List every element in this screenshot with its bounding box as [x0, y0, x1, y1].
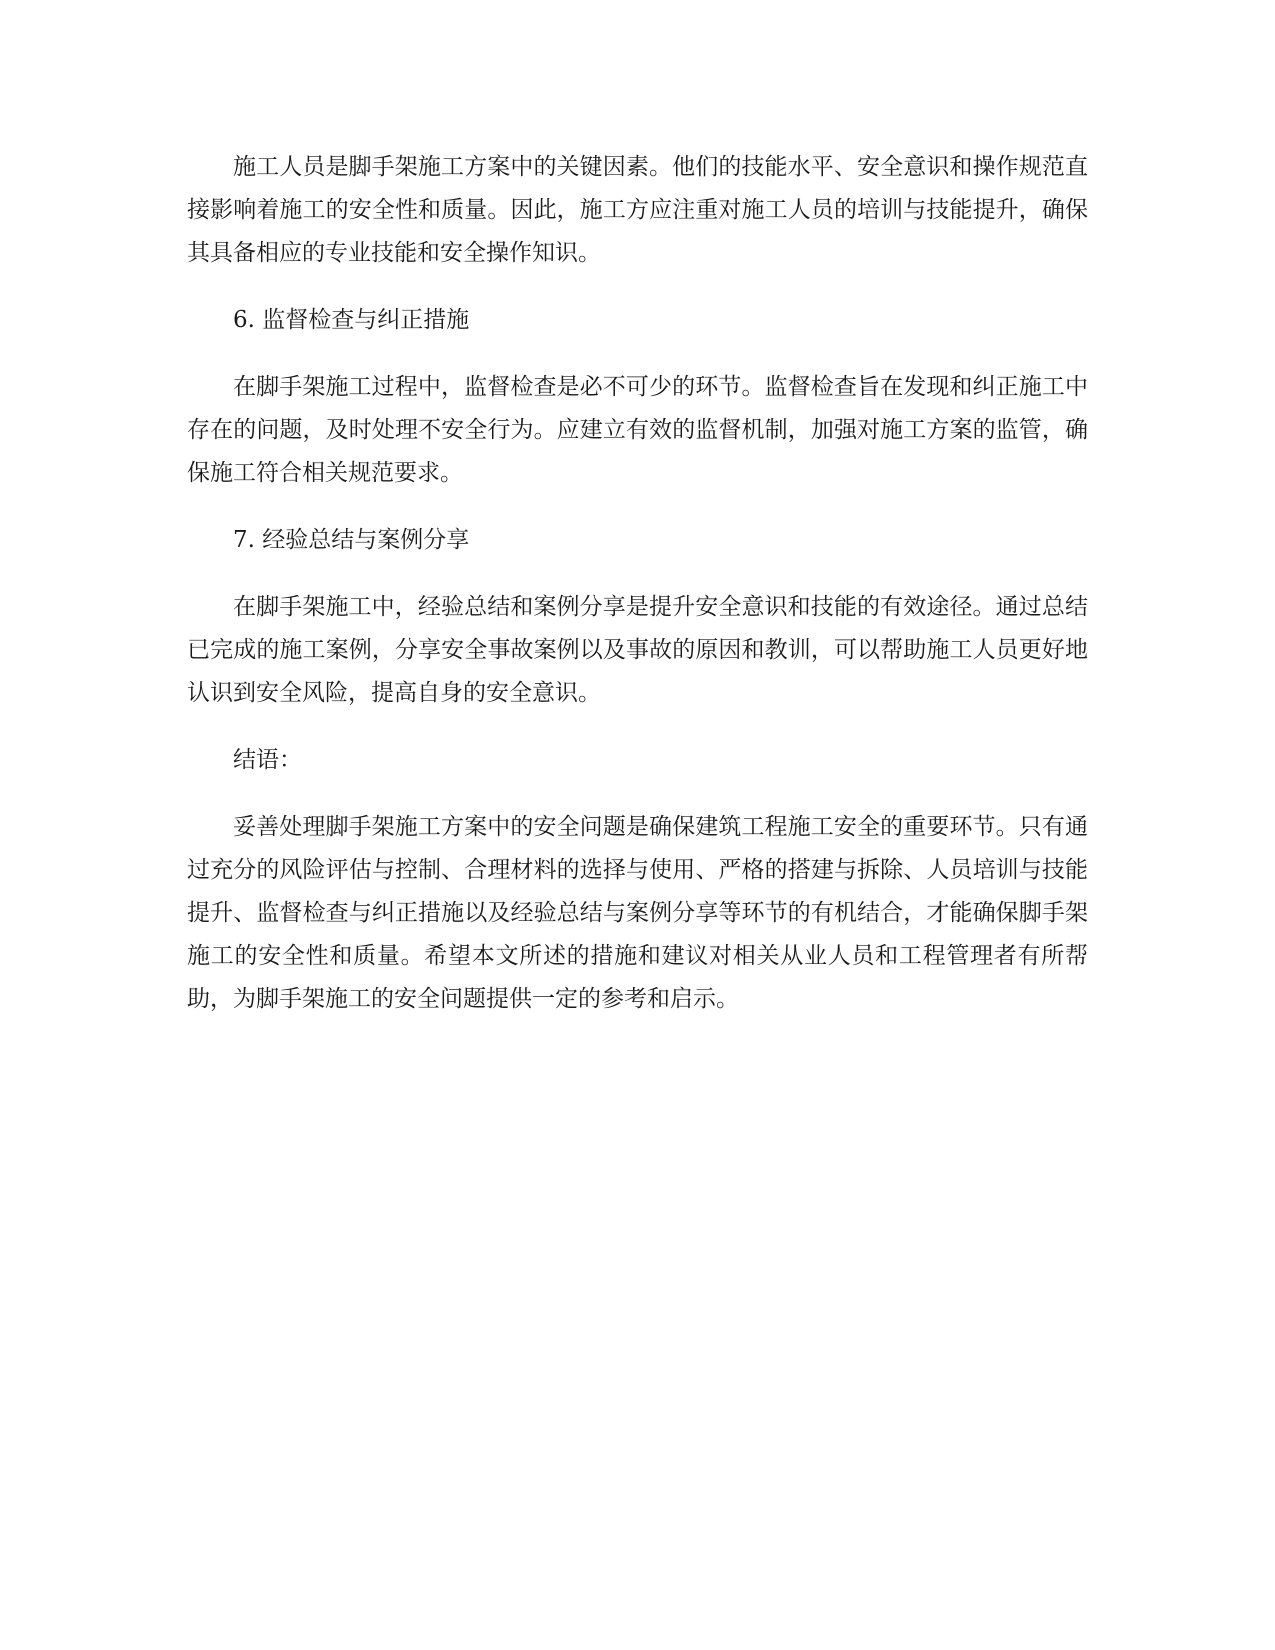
- section-heading-experience: 7. 经验总结与案例分享: [233, 527, 470, 553]
- section-heading-conclusion: 结语：: [233, 747, 302, 773]
- paragraph-conclusion: 妥善处理脚手架施工方案中的安全问题是确保建筑工程施工安全的重要环节。只有通过充分的风险评估与控制、合理材料的选择与使用、严格的搭建与拆除、人员培训与技能提升、监督检查与纠正措施以及经验总结与案例分享等环节的有机结合，才能确保脚手架施工的安全性和质量。希望本文所述的措施和建议对相关从业人员和工程管理者有所帮助，为脚手架施工的安全问题提供一定的参考和启示。: [187, 814, 1088, 1012]
- paragraph-supervision: 在脚手架施工过程中，监督检查是必不可少的环节。监督检查旨在发现和纠正施工中存在的问题，及时处理不安全行为。应建立有效的监督机制，加强对施工方案的监管，确保施工符合相关规范要求。: [187, 374, 1088, 486]
- document-body: [187, 146, 1088, 1045]
- paragraph-experience: 在脚手架施工中，经验总结和案例分享是提升安全意识和技能的有效途径。通过总结已完成的施工案例，分享安全事故案例以及事故的原因和教训，可以帮助施工人员更好地认识到安全风险，提高自身的安全意识。: [187, 594, 1088, 706]
- section-heading-supervision: 6. 监督检查与纠正措施: [233, 307, 470, 333]
- paragraph-personnel-training: 施工人员是脚手架施工方案中的关键因素。他们的技能水平、安全意识和操作规范直接影响着施工的安全性和质量。因此，施工方应注重对施工人员的培训与技能提升，确保其具备相应的专业技能和安全操作知识。: [187, 154, 1088, 266]
